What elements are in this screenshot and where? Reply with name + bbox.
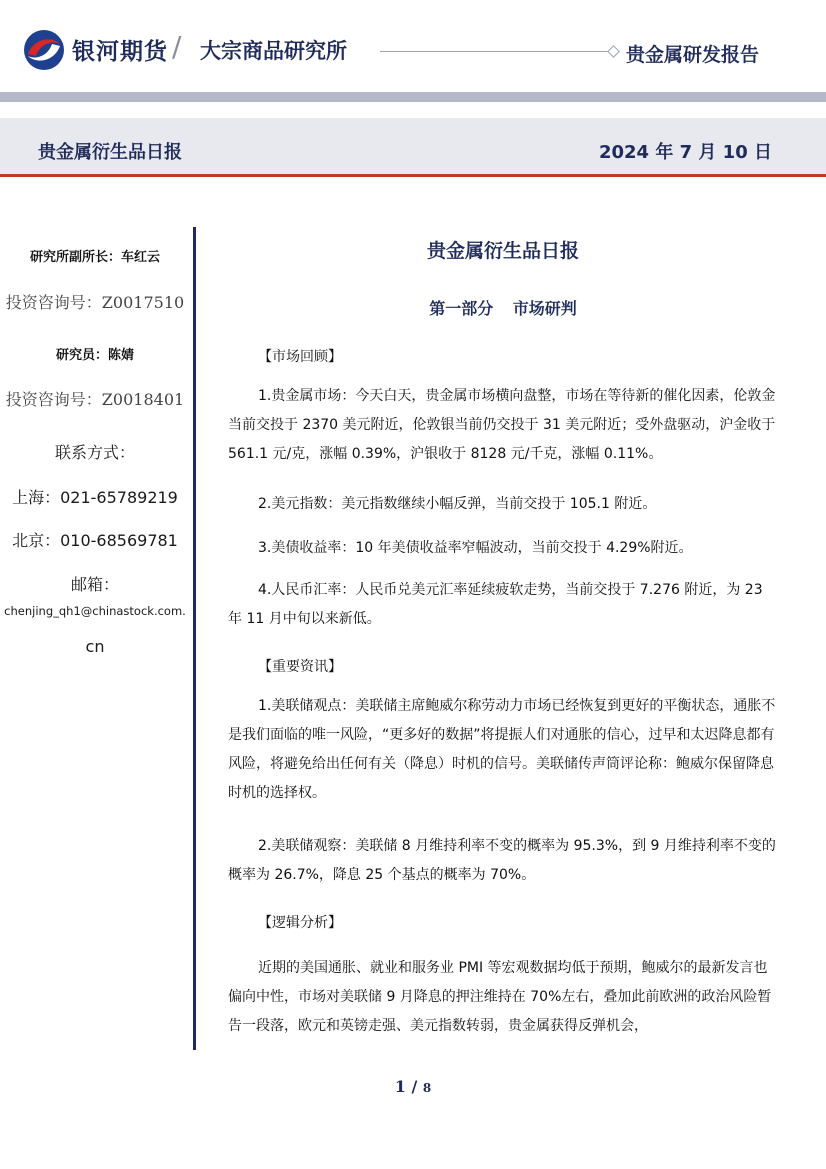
email-address-line1[interactable]: chenjing_qh1@chinastock.com. <box>4 604 186 618</box>
sidebar-divider <box>193 227 196 1050</box>
galaxy-futures-logo-icon <box>22 28 66 72</box>
current-page: 1 <box>394 1077 406 1096</box>
paragraph: 4.人民币汇率：人民币兑美元汇率延续疲软走势，当前交投于 7.276 附近，为 23 年 11 月中旬以来新低。 <box>228 582 763 627</box>
beijing-phone: 北京：010-68569781 <box>12 531 178 550</box>
diamond-icon <box>607 45 620 58</box>
section-heading-market-review: 【市场回顾】 <box>258 349 342 365</box>
director-name: 研究所副所长：车红云 <box>29 250 160 265</box>
total-pages: 8 <box>422 1081 432 1095</box>
section-heading-analysis: 【逻辑分析】 <box>258 915 342 931</box>
paragraph: 近期的美国通胀、就业和服务业 PMI 等宏观数据均低于预期，鲍威尔的最新发言也偏向中性，市场对美联储 9 月降息的押注维持在 70%左右，叠加此前欧洲的政治风险暂告一段落，欧元和英镑走强、美元指数转弱，贵金属获得反弹机会， <box>228 960 772 1034</box>
researcher-name: 研究员：陈婧 <box>55 348 134 363</box>
researcher-license: 投资咨询号：Z0018401 <box>5 390 185 409</box>
email-label: 邮箱： <box>70 575 119 594</box>
report-type: 贵金属研发报告 <box>626 44 760 66</box>
header-stripe <box>0 92 826 102</box>
report-date: 2024 年 7 月 10 日 <box>598 142 772 163</box>
brand-name: 银河期货 <box>72 39 168 65</box>
page-separator: / <box>405 1077 423 1096</box>
header-slash: / <box>172 30 182 63</box>
paragraph: 2.美元指数：美元指数继续小幅反弹，当前交投于 105.1 附近。 <box>258 496 657 512</box>
part-title: 第一部分 市场研判 <box>429 299 577 318</box>
shanghai-phone: 上海：021-65789219 <box>12 488 178 507</box>
director-license: 投资咨询号：Z0017510 <box>5 293 185 312</box>
email-address-line2[interactable]: cn <box>85 637 105 656</box>
paragraph: 1.贵金属市场：今天白天，贵金属市场横向盘整，市场在等待新的催化因素，伦敦金当前交投于 2370 美元附近，伦敦银当前仍交投于 31 美元附近；受外盘驱动，沪金收于 561.1 元/克，涨幅 0.39%，沪银收于 8128 元/千克，涨幅 0.11%。 <box>228 388 776 462</box>
paragraph: 3.美债收益率：10 年美债收益率窄幅波动，当前交投于 4.29%附近。 <box>258 540 693 556</box>
band-title: 贵金属衍生品日报 <box>38 142 182 163</box>
paragraph: 1.美联储观点：美联储主席鲍威尔称劳动力市场已经恢复到更好的平衡状态，通胀不是我们面临的唯一风险，“更多好的数据”将提振人们对通胀的信心，过早和太迟降息都有风险，将避免给出任何有关（降息）时机的信号。美联储传声筒评论称：鲍威尔保留降息时机的选择权。 <box>228 698 776 801</box>
header-rule <box>380 51 614 52</box>
title-band-underline <box>0 174 826 177</box>
page-number <box>0 1077 826 1096</box>
paragraph: 2.美联储观察：美联储 8 月维持利率不变的概率为 95.3%，到 9 月维持利率不变的概率为 26.7%，降息 25 个基点的概率为 70%。 <box>228 838 776 883</box>
section-heading-news: 【重要资讯】 <box>258 659 342 675</box>
contact-label: 联系方式： <box>54 443 135 462</box>
document-title: 贵金属衍生品日报 <box>426 240 579 262</box>
institute-name: 大宗商品研究所 <box>200 39 347 63</box>
